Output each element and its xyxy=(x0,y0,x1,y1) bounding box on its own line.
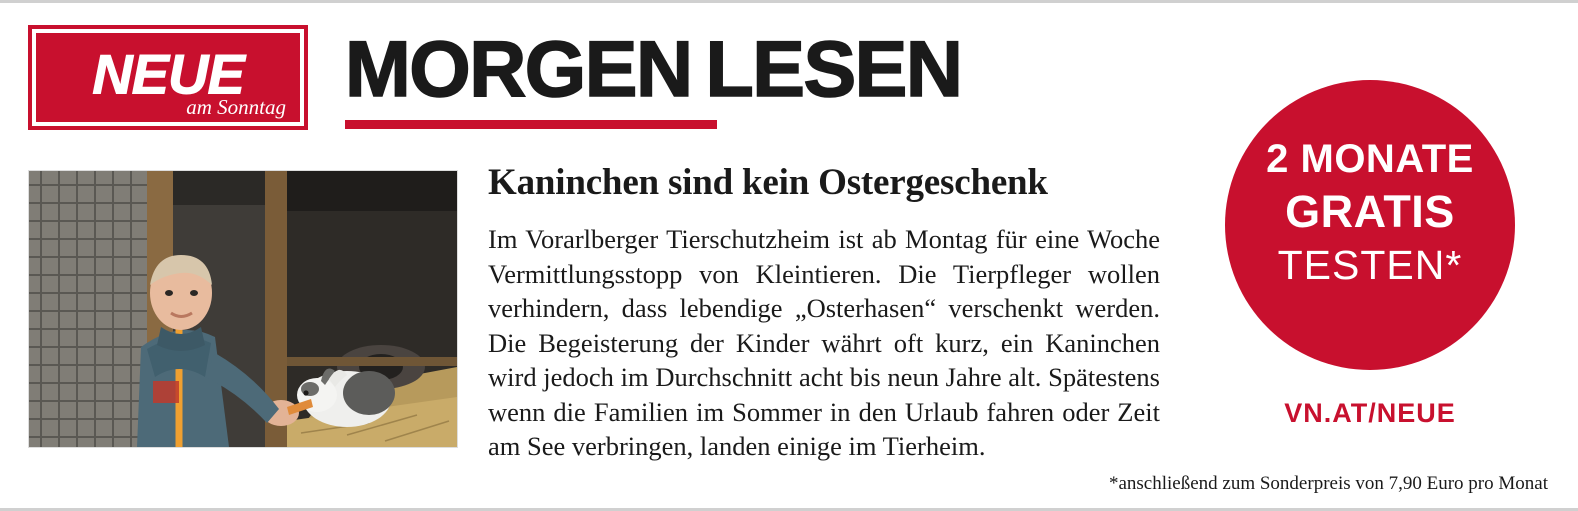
page-title xyxy=(345,26,961,112)
logo-wordmark: NEUE xyxy=(92,42,244,106)
logo-background xyxy=(36,33,300,122)
top-divider xyxy=(0,0,1578,3)
article-photo xyxy=(28,170,458,448)
promo-badge[interactable] xyxy=(1225,80,1515,370)
badge-line-2: GRATIS xyxy=(1285,186,1455,237)
headline-rest: LESEN xyxy=(705,24,962,113)
promo-footnote: *anschließend zum Sonderpreis von 7,90 Euro pro Monat xyxy=(1108,473,1548,494)
badge-line-1: 2 MONATE xyxy=(1266,137,1474,181)
article-body: Im Vorarlberger Tierschutzheim ist ab Montag für eine Woche Vermittlungsstopp von Kleintieren. Die Tierpfleger wollen verhindern, dass lebendige „Osterhasen“ verschenkt werden. Die Begeisterung der Kinder währt oft kurz, ein Kaninchen wird jedoch im Durchschnitt acht bis neun Jahre alt. Spätestens wenn die Familien im Sommer in den Urlaub fahren oder Zeit am See verbringen, landen einige im Tierheim. xyxy=(488,224,1160,461)
headline-underline xyxy=(345,120,717,129)
article-title: Kaninchen sind kein Ostergeschenk xyxy=(488,162,1048,203)
headline-strong: MORGEN xyxy=(345,24,692,113)
logo-subtitle: am Sonntag xyxy=(186,95,286,119)
photo-illustration xyxy=(29,171,457,447)
badge-line-3: TESTEN* xyxy=(1277,242,1463,288)
promo-url[interactable]: VN.AT/NEUE xyxy=(1284,398,1456,428)
neue-logo[interactable] xyxy=(28,25,308,130)
